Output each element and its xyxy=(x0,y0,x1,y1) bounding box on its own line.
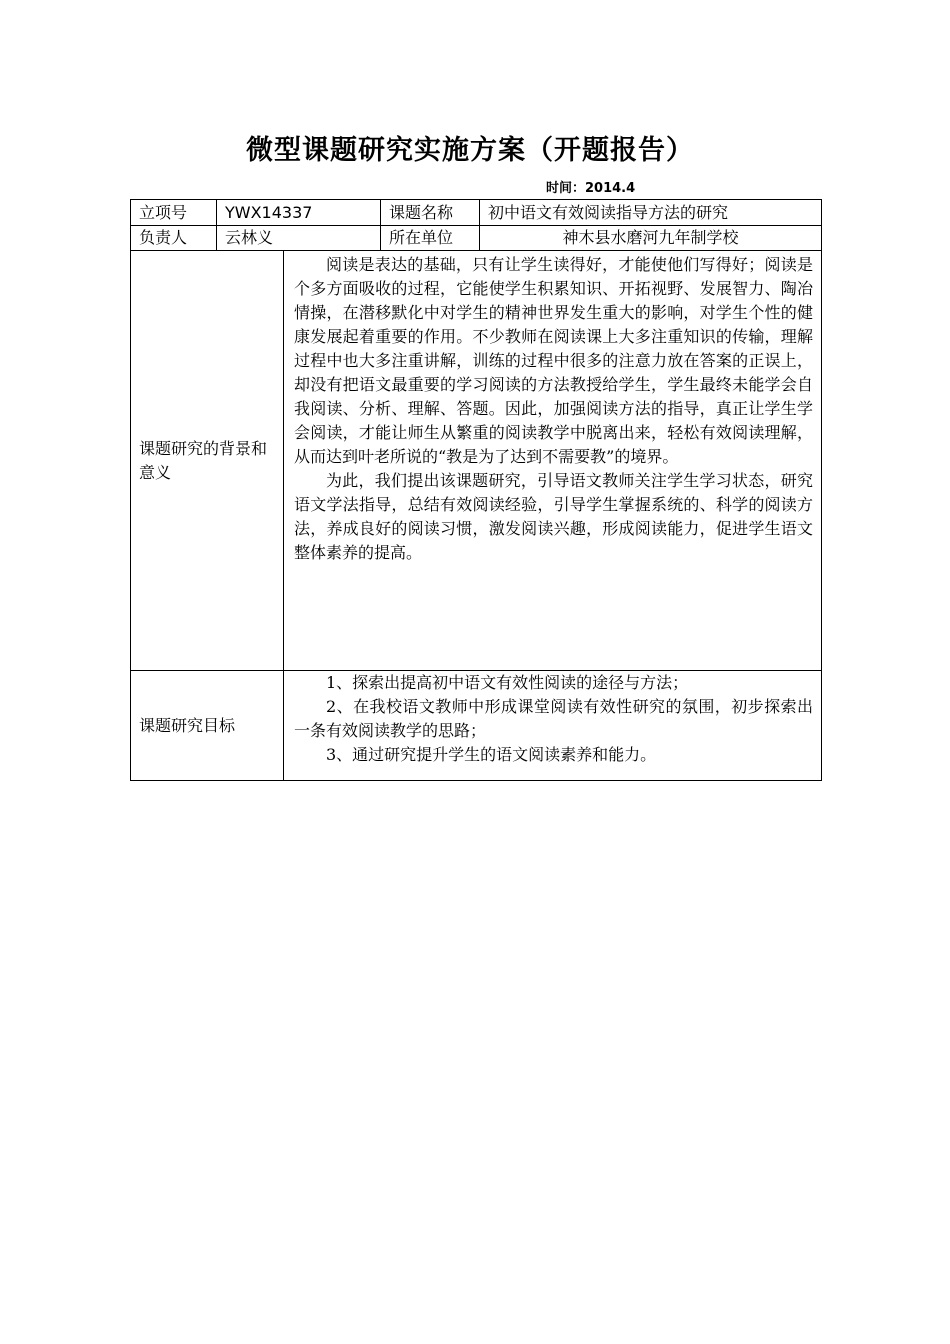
goal-item: 2、在我校语文教师中形成课堂阅读有效性研究的氛围，初步探索出一条有效阅读教学的思路； xyxy=(294,697,814,740)
goal-item: 3、通过研究提升学生的语文阅读素养和能力。 xyxy=(326,745,657,764)
background-content xyxy=(284,251,822,671)
table-row xyxy=(131,251,822,671)
goal-item: 1、探索出提高初中语文有效性阅读的途径与方法； xyxy=(326,673,689,692)
background-paragraph: 为此，我们提出该课题研究，引导语文教师关注学生学习状态，研究语文学法指导，总结有效阅读经验，引导学生掌握系统的、科学的阅读方法，养成良好的阅读习惯，激发阅读兴趣，形成阅读能力，促进学生语文整体素养的提高。 xyxy=(294,471,814,562)
background-label: 课题研究的背景和意义 xyxy=(131,251,284,671)
topic-value: 初中语文有效阅读指导方法的研究 xyxy=(480,200,822,226)
leader-value: 云林义 xyxy=(217,226,381,251)
goals-content xyxy=(284,671,822,781)
project-no-label: 立项号 xyxy=(131,200,217,226)
table-row xyxy=(131,200,822,226)
unit-label: 所在单位 xyxy=(381,226,480,251)
background-paragraph: 阅读是表达的基础，只有让学生读得好，才能使他们写得好；阅读是个多方面吸收的过程，它能使学生积累知识、开拓视野、发展智力、陶冶情操，在潜移默化中对学生的精神世界发生重大的影响，对学生个性的健康发展起着重要的作用。不少教师在阅读课上大多注重知识的传输，理解过程中也大多注重讲解，训练的过程中很多的注意力放在答案的正误上，却没有把语文最重要的学习阅读的方法教授给学生，学生最终未能学会自我阅读、分析、理解、答题。因此，加强阅读方法的指导，真正让学生学会阅读，才能让师生从繁重的阅读教学中脱离出来，轻松有效阅读理解，从而达到叶老所说的“教是为了达到不需要教”的境界。 xyxy=(294,255,814,466)
goals-label: 课题研究目标 xyxy=(131,671,284,781)
project-no-value: YWX14337 xyxy=(217,200,381,226)
table-row xyxy=(131,671,822,781)
report-date: 时间：2014.4 xyxy=(546,181,636,196)
leader-label: 负责人 xyxy=(131,226,217,251)
unit-value: 神木县水磨河九年制学校 xyxy=(480,226,822,251)
topic-label: 课题名称 xyxy=(381,200,480,226)
proposal-table xyxy=(130,199,822,781)
document-title: 微型课题研究实施方案（开题报告） xyxy=(246,135,694,166)
table-row xyxy=(131,226,822,251)
